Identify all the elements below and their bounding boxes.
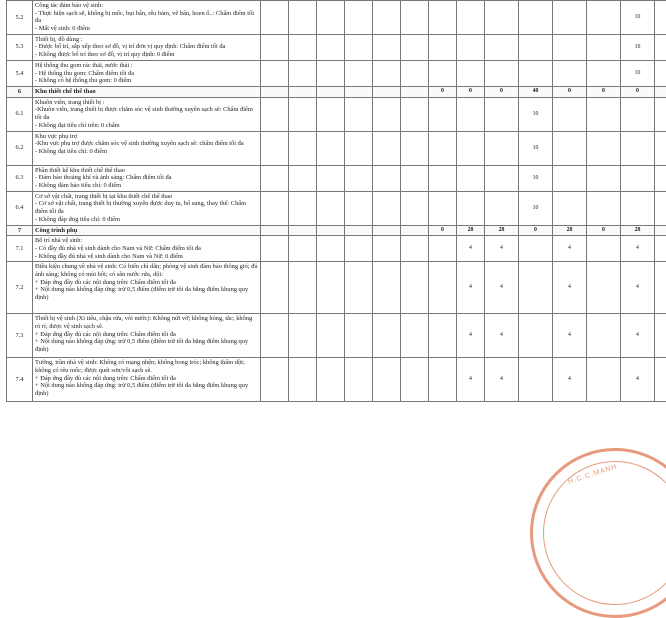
score-cell — [655, 34, 666, 60]
empty-cell — [317, 165, 345, 191]
empty-cell — [401, 165, 429, 191]
score-cell: 28 — [485, 225, 519, 236]
score-cell — [553, 34, 587, 60]
empty-cell — [373, 358, 401, 402]
empty-cell — [401, 236, 429, 262]
description-line: Điều kiện chung về nhà vệ sinh: Có biển chỉ dẫn; phòng vệ sinh đảm bảo thông gió; đủ ánh sáng; không có mùi hôi; có sẵn nước rửa, dội: — [35, 263, 258, 278]
description-line: Khu vực phụ trợ — [35, 133, 258, 141]
section-row — [7, 86, 666, 97]
criteria-description — [33, 262, 261, 314]
empty-cell — [261, 165, 289, 191]
score-cell: 4 — [485, 358, 519, 402]
description-line: Công tác đảm bảo vệ sinh: — [35, 2, 258, 10]
empty-cell — [289, 358, 317, 402]
empty-cell — [261, 1, 289, 35]
empty-cell — [317, 86, 345, 97]
score-cell — [655, 131, 666, 165]
row-number: 6.4 — [7, 191, 33, 225]
row-number: 7.1 — [7, 236, 33, 262]
score-cell: 4 — [553, 358, 587, 402]
description-line: - Không được bố trí theo sơ đồ, vị trí quy định: 0 điểm — [35, 51, 258, 59]
score-cell — [429, 131, 457, 165]
empty-cell — [289, 314, 317, 358]
score-cell — [485, 131, 519, 165]
empty-cell — [373, 97, 401, 131]
score-cell: 28 — [621, 225, 655, 236]
score-cell — [553, 165, 587, 191]
score-cell — [587, 60, 621, 86]
row-number: 5.3 — [7, 34, 33, 60]
score-cell — [485, 1, 519, 35]
score-cell: 10 — [519, 97, 553, 131]
score-cell: 4 — [553, 236, 587, 262]
score-cell: 4 — [457, 314, 485, 358]
description-line: Tường, trần nhà vệ sinh: Không có mạng nhện; không bong tróc; không thấm dột; không có rêu mốc; được quét sơn/vôi sạch sẽ. — [35, 359, 258, 374]
score-cell — [429, 97, 457, 131]
empty-cell — [289, 236, 317, 262]
score-cell — [587, 165, 621, 191]
score-cell: 4 — [485, 314, 519, 358]
empty-cell — [289, 191, 317, 225]
empty-cell — [261, 236, 289, 262]
score-cell: 4 — [621, 236, 655, 262]
empty-cell — [317, 236, 345, 262]
row-number: 5.2 — [7, 1, 33, 35]
score-cell: 10 — [519, 191, 553, 225]
score-cell — [587, 314, 621, 358]
table-row — [7, 1, 666, 35]
empty-cell — [401, 1, 429, 35]
empty-cell — [345, 86, 373, 97]
score-cell — [485, 165, 519, 191]
empty-cell — [289, 1, 317, 35]
empty-cell — [261, 60, 289, 86]
empty-cell — [401, 314, 429, 358]
score-cell — [429, 358, 457, 402]
empty-cell — [345, 314, 373, 358]
empty-cell — [317, 131, 345, 165]
official-seal — [530, 448, 666, 618]
score-cell — [457, 34, 485, 60]
description-line: Khuôn viên, trang thiết bị : — [35, 99, 258, 107]
description-line: Hệ thống thu gom rác thải, nước thải : — [35, 62, 258, 70]
empty-cell — [401, 358, 429, 402]
description-line: + Đáp ứng đầy đủ các nội dung trên: Chấm điểm tối đa — [35, 375, 258, 383]
score-cell: 0 — [485, 86, 519, 97]
criteria-description — [33, 34, 261, 60]
score-cell — [655, 60, 666, 86]
empty-cell — [317, 60, 345, 86]
empty-cell — [401, 131, 429, 165]
score-cell — [621, 131, 655, 165]
empty-cell — [345, 358, 373, 402]
empty-cell — [261, 358, 289, 402]
score-cell: 4 — [457, 358, 485, 402]
empty-cell — [261, 262, 289, 314]
table-row — [7, 191, 666, 225]
score-cell — [553, 97, 587, 131]
description-line: Công trình phụ — [35, 227, 258, 235]
empty-cell — [373, 262, 401, 314]
score-cell — [587, 34, 621, 60]
description-line: - Thực hiện sạch sẽ, không bị mốc, bụi bẩn, rêu bám, vẽ bẩn, hoen ố..: Chấm điểm tối đa — [35, 10, 258, 25]
score-cell: 10 — [621, 34, 655, 60]
score-cell: 0 — [429, 225, 457, 236]
description-line: - Không đảm bảo tiêu chí: 0 điểm — [35, 182, 258, 190]
score-cell — [429, 165, 457, 191]
description-line: - Không có hệ thống thu gom: 0 điểm — [35, 77, 258, 85]
empty-cell — [261, 86, 289, 97]
row-number: 6.1 — [7, 97, 33, 131]
empty-cell — [345, 225, 373, 236]
score-cell: 4 — [621, 358, 655, 402]
score-cell — [655, 1, 666, 35]
empty-cell — [261, 314, 289, 358]
score-cell — [621, 97, 655, 131]
score-cell — [519, 236, 553, 262]
empty-cell — [289, 34, 317, 60]
description-line: - Không đạt tiêu chí: 0 điểm — [35, 148, 258, 156]
score-cell — [519, 60, 553, 86]
score-cell: 4 — [553, 262, 587, 314]
score-cell — [457, 131, 485, 165]
empty-cell — [345, 262, 373, 314]
score-cell: 10 — [621, 60, 655, 86]
empty-cell — [345, 236, 373, 262]
description-line: + Nội dung nào không đáp ứng: trừ 0,5 điểm (điểm trừ tối đa bằng điểm khung quy định) — [35, 286, 258, 301]
row-number: 7.2 — [7, 262, 33, 314]
description-line: Thiết bị vệ sinh (Xí tiểu, chậu rửa, vòi nước): Không nứt vỡ; không hỏng, tắc; không rò rỉ; được vệ sinh sạch sẽ. — [35, 315, 258, 330]
score-cell — [519, 34, 553, 60]
empty-cell — [261, 34, 289, 60]
empty-cell — [289, 262, 317, 314]
empty-cell — [373, 191, 401, 225]
score-cell: 0 — [621, 86, 655, 97]
score-cell — [519, 314, 553, 358]
score-cell: 10 — [519, 131, 553, 165]
score-cell: 0 — [457, 86, 485, 97]
empty-cell — [289, 225, 317, 236]
description-line: + Nội dung nào không đáp ứng: trừ 0,5 điểm (điểm trừ tối đa bằng điểm khung quy định) — [35, 338, 258, 353]
empty-cell — [401, 60, 429, 86]
description-line: - Mất vệ sinh: 0 điểm — [35, 25, 258, 33]
table-row — [7, 131, 666, 165]
description-line: - Được bố trí, sắp xếp theo sơ đồ, vị trí đơn vị quy định: Chấm điểm tối đa — [35, 43, 258, 51]
score-cell: 4 — [457, 262, 485, 314]
score-cell — [519, 1, 553, 35]
score-cell: 28 — [553, 225, 587, 236]
description-line: Khu thiết chế thể thao — [35, 88, 258, 96]
empty-cell — [401, 191, 429, 225]
table-row — [7, 60, 666, 86]
table-row — [7, 236, 666, 262]
empty-cell — [373, 314, 401, 358]
score-cell: 0 — [587, 225, 621, 236]
description-line: Cơ sở vật chất, trang thiết bị tại khu thiết chế thể thao — [35, 193, 258, 201]
description-line: Bố trí nhà vệ sinh: — [35, 237, 258, 245]
criteria-description — [33, 1, 261, 35]
score-cell: 10 — [621, 1, 655, 35]
criteria-description — [33, 358, 261, 402]
score-cell — [457, 165, 485, 191]
row-number: 7.3 — [7, 314, 33, 358]
score-cell — [429, 191, 457, 225]
score-cell — [587, 262, 621, 314]
seal-text: H.C.C.MẠNH — [567, 463, 618, 486]
empty-cell — [373, 86, 401, 97]
table-row — [7, 314, 666, 358]
score-cell: 28 — [457, 225, 485, 236]
score-cell — [655, 191, 666, 225]
score-cell — [553, 131, 587, 165]
score-cell — [587, 1, 621, 35]
empty-cell — [317, 358, 345, 402]
description-line: -Khuôn viên, trang thiết bị được chăm sóc vệ sinh thường xuyên sạch sẽ: Chấm điểm tối đa — [35, 106, 258, 121]
score-cell — [457, 60, 485, 86]
score-cell — [429, 34, 457, 60]
empty-cell — [317, 225, 345, 236]
table-row — [7, 97, 666, 131]
table-row — [7, 262, 666, 314]
empty-cell — [401, 225, 429, 236]
description-line: - Không đáp ứng tiêu chí: 0 điểm — [35, 216, 258, 224]
empty-cell — [373, 236, 401, 262]
row-number: 6.3 — [7, 165, 33, 191]
score-cell — [553, 60, 587, 86]
score-cell — [519, 262, 553, 314]
score-cell — [485, 191, 519, 225]
criteria-table — [6, 0, 666, 402]
description-line: + Đáp ứng đầy đủ các nội dung trên: Chấm điểm tối đa — [35, 279, 258, 287]
score-cell — [457, 1, 485, 35]
criteria-description — [33, 236, 261, 262]
row-number: 7.4 — [7, 358, 33, 402]
description-line: Phần thiết kế khu thiết chế thể thao — [35, 167, 258, 175]
score-cell — [655, 314, 666, 358]
score-cell: 10 — [519, 165, 553, 191]
score-cell — [587, 236, 621, 262]
score-cell: 0 — [553, 86, 587, 97]
description-line: - Cơ sở vật chất, trang thiết bị thường xuyên được duy tu, bổ sung, thay thế: Chấm điểm tối đa — [35, 200, 258, 215]
score-cell — [485, 97, 519, 131]
table-row — [7, 358, 666, 402]
empty-cell — [345, 165, 373, 191]
empty-cell — [401, 86, 429, 97]
empty-cell — [317, 314, 345, 358]
empty-cell — [401, 262, 429, 314]
empty-cell — [317, 262, 345, 314]
criteria-description — [33, 60, 261, 86]
score-cell: 0 — [519, 225, 553, 236]
score-cell — [655, 97, 666, 131]
seal-inner-ring — [543, 461, 666, 605]
description-line: - Có đầy đủ nhà vệ sinh dành cho Nam và Nữ: Chấm điểm tối đa — [35, 245, 258, 253]
criteria-description — [33, 86, 261, 97]
score-cell: 40 — [519, 86, 553, 97]
section-row — [7, 225, 666, 236]
empty-cell — [373, 165, 401, 191]
score-cell: 4 — [485, 236, 519, 262]
row-number: 6 — [7, 86, 33, 97]
score-cell — [587, 131, 621, 165]
empty-cell — [345, 34, 373, 60]
criteria-description — [33, 97, 261, 131]
empty-cell — [317, 34, 345, 60]
empty-cell — [317, 97, 345, 131]
score-cell — [655, 86, 666, 97]
empty-cell — [261, 131, 289, 165]
score-cell — [553, 1, 587, 35]
description-line: - Hệ thống thu gom: Chấm điểm tối đa — [35, 70, 258, 78]
score-cell: 4 — [457, 236, 485, 262]
empty-cell — [401, 34, 429, 60]
criteria-description — [33, 191, 261, 225]
score-cell: 4 — [485, 262, 519, 314]
empty-cell — [261, 191, 289, 225]
score-cell — [587, 191, 621, 225]
score-cell — [429, 314, 457, 358]
description-line: - Không đạt tiêu chí trên: 0 chấm — [35, 122, 258, 130]
score-cell — [587, 358, 621, 402]
score-cell: 4 — [621, 314, 655, 358]
empty-cell — [261, 225, 289, 236]
empty-cell — [345, 191, 373, 225]
criteria-description — [33, 165, 261, 191]
score-cell — [655, 358, 666, 402]
description-line: - Đảm bảo thoáng khí và ánh sáng: Chấm điểm tối đa — [35, 174, 258, 182]
empty-cell — [261, 97, 289, 131]
score-cell — [553, 191, 587, 225]
empty-cell — [317, 191, 345, 225]
row-number: 5.4 — [7, 60, 33, 86]
criteria-description — [33, 314, 261, 358]
empty-cell — [345, 60, 373, 86]
score-cell — [485, 34, 519, 60]
empty-cell — [289, 165, 317, 191]
criteria-description — [33, 131, 261, 165]
description-line: + Nội dung nào không đáp ứng: trừ 0,5 điểm (điểm trừ tối đa bằng điểm khung quy định) — [35, 382, 258, 397]
score-cell — [655, 262, 666, 314]
empty-cell — [373, 225, 401, 236]
score-cell: 0 — [429, 86, 457, 97]
score-cell: 4 — [553, 314, 587, 358]
score-cell — [655, 165, 666, 191]
empty-cell — [373, 131, 401, 165]
score-cell — [457, 97, 485, 131]
empty-cell — [373, 60, 401, 86]
table-row — [7, 34, 666, 60]
score-cell — [485, 60, 519, 86]
score-cell — [621, 191, 655, 225]
empty-cell — [289, 86, 317, 97]
score-cell: 0 — [587, 86, 621, 97]
description-line: Thiết bị, đồ dùng : — [35, 36, 258, 44]
score-cell — [655, 225, 666, 236]
description-line: + Đáp ứng đầy đủ các nội dung trên: Chấm điểm tối đa — [35, 331, 258, 339]
empty-cell — [345, 97, 373, 131]
score-cell — [429, 1, 457, 35]
score-cell — [655, 236, 666, 262]
score-cell — [621, 165, 655, 191]
empty-cell — [401, 97, 429, 131]
empty-cell — [345, 1, 373, 35]
empty-cell — [289, 97, 317, 131]
empty-cell — [373, 1, 401, 35]
score-cell — [429, 262, 457, 314]
description-line: -Khu vực phụ trợ được chăm sóc vệ sinh thường xuyên sạch sẽ: chấm điểm tối đa — [35, 140, 258, 148]
empty-cell — [289, 131, 317, 165]
score-cell — [429, 60, 457, 86]
score-cell: 4 — [621, 262, 655, 314]
empty-cell — [345, 131, 373, 165]
score-cell — [457, 191, 485, 225]
table-row — [7, 165, 666, 191]
empty-cell — [373, 34, 401, 60]
description-line: - Không đầy đủ nhà vệ sinh dành cho Nam và Nữ: 0 điểm — [35, 253, 258, 261]
score-cell — [429, 236, 457, 262]
criteria-description — [33, 225, 261, 236]
row-number: 7 — [7, 225, 33, 236]
empty-cell — [317, 1, 345, 35]
empty-cell — [289, 60, 317, 86]
score-cell — [519, 358, 553, 402]
row-number: 6.2 — [7, 131, 33, 165]
score-cell — [587, 97, 621, 131]
